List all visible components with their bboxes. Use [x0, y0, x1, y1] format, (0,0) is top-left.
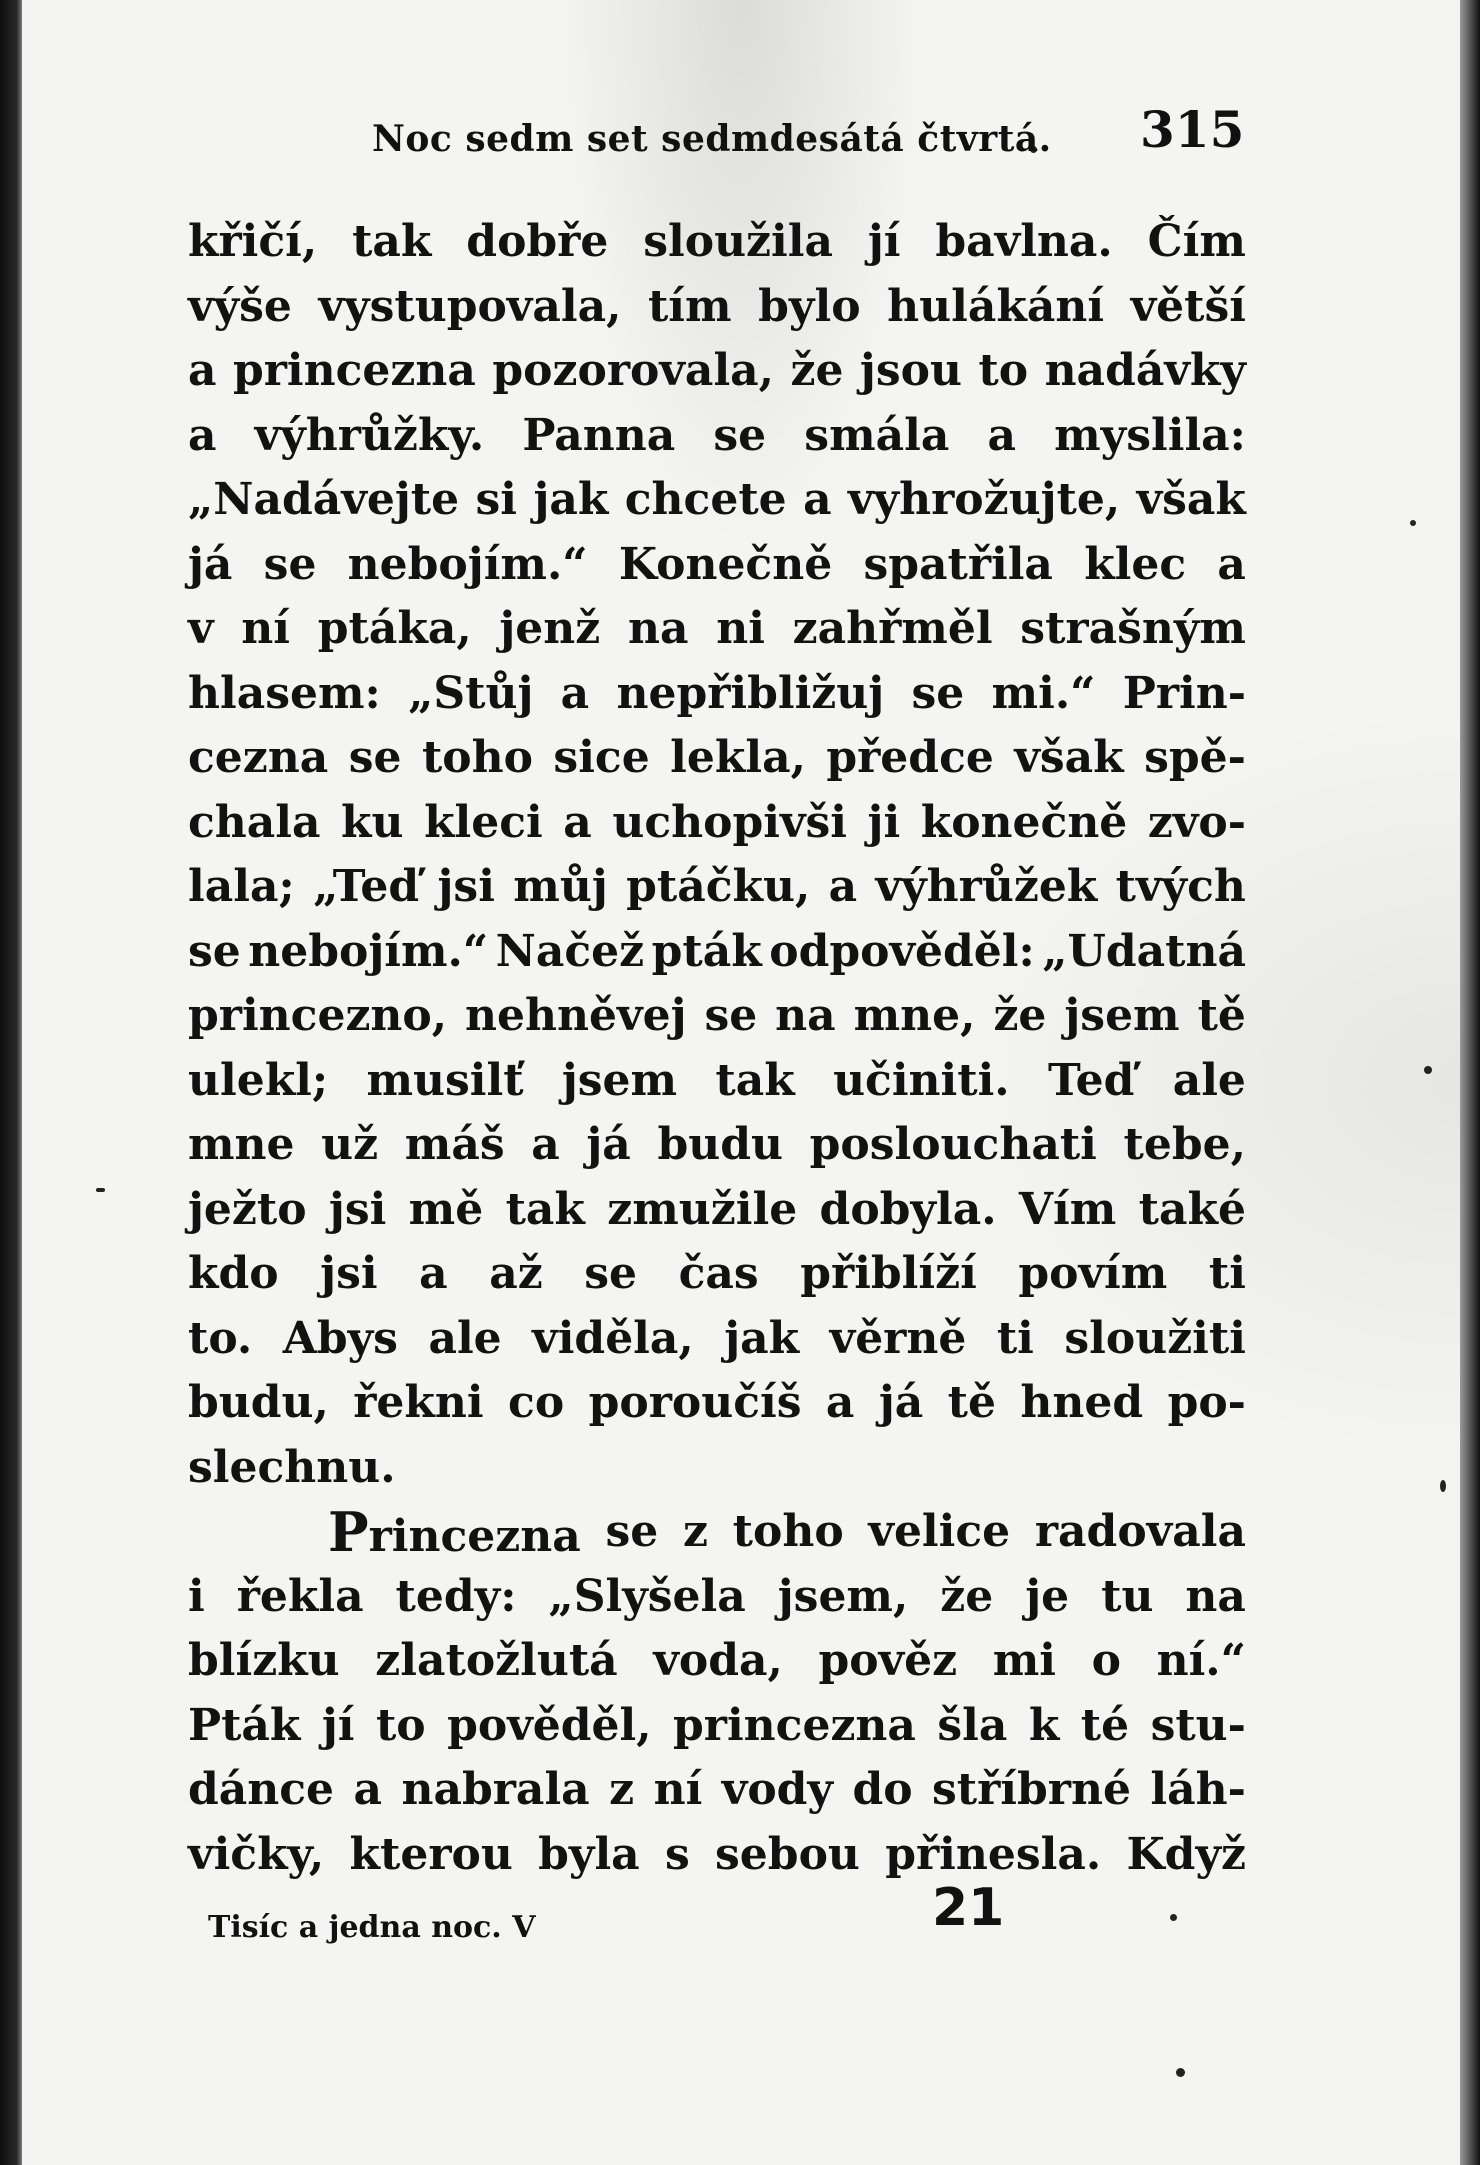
- text-line: princezno, nehněvej se na mne, že jsem tě: [188, 990, 1246, 1041]
- text-line: blízku zlatožlutá voda, pověz mi o ní.“: [188, 1635, 1246, 1686]
- text-line: ježto jsi mě tak zmužile dobyla. Vím také: [188, 1183, 1246, 1235]
- text-line: Pták jí to pověděl, princezna šla k té stu-: [188, 1699, 1246, 1751]
- text-line: křičí, tak dobře sloužila jí bavlna. Čím: [188, 216, 1246, 267]
- text-line: ulekl; musilť jsem tak učiniti. Teď ale: [188, 1054, 1246, 1106]
- body-text: [188, 210, 1246, 1887]
- dropcap: P: [328, 1500, 369, 1564]
- text-line: se nebojím.“ Načež pták odpověděl: „Udatná: [188, 925, 1246, 977]
- text-line: kdo jsi a až se čas přiblíží povím ti: [188, 1248, 1246, 1299]
- paragraph: [188, 210, 1246, 1500]
- speck: [96, 1188, 105, 1192]
- text-line: to. Abys ale viděla, jak věrně ti sloužiti: [188, 1312, 1246, 1364]
- page-number: 315: [1140, 100, 1245, 159]
- speck: [1424, 1066, 1432, 1074]
- book-page: [22, 0, 1462, 2165]
- text-line: „Nadávejte si jak chcete a vyhrožujte, však: [188, 474, 1246, 525]
- text-line: i řekla tedy: „Slyšela jsem, že je tu na: [188, 1570, 1246, 1622]
- text-line: mne už máš a já budu poslouchati tebe,: [188, 1119, 1246, 1170]
- text-line: já se nebojím.“ Konečně spatřila klec a: [188, 538, 1246, 590]
- text-line: Princezna se z toho velice radovala: [328, 1500, 1246, 1564]
- text-line: slechnu.: [188, 1441, 396, 1493]
- text-line: budu, řekni co poroučíš a já tě hned po-: [188, 1377, 1246, 1428]
- text-line: v ní ptáka, jenž na ni zahřměl strašným: [188, 603, 1246, 654]
- text-line: hlasem: „Stůj a nepřibližuj se mi.“ Prin-: [188, 667, 1246, 719]
- speck: [1410, 520, 1416, 526]
- text-line: cezna se toho sice lekla, předce však spě-: [188, 732, 1246, 783]
- scan-right-edge: [1460, 0, 1480, 2165]
- speck: [1440, 1480, 1446, 1492]
- text-line: lala; „Teď jsi můj ptáčku, a výhrůžek tvých: [188, 861, 1246, 912]
- text-line: vičky, kterou byla s sebou přinesla. Když: [188, 1828, 1246, 1880]
- text-line: a výhrůžky. Panna se smála a myslila:: [188, 409, 1246, 461]
- paragraph: [188, 1500, 1246, 1887]
- speck: [1176, 2068, 1185, 2077]
- running-head: Noc sedm set sedmdesátá čtvrtá.: [372, 118, 1052, 160]
- signature-number: 21: [932, 1878, 1005, 1938]
- printer-signature: Tisíc a jedna noc. V: [208, 1910, 536, 1945]
- speck: [1170, 1914, 1177, 1921]
- text-line: výše vystupovala, tím bylo hulákání větší: [188, 280, 1246, 332]
- text-line: a princezna pozorovala, že jsou to nadávky: [188, 345, 1246, 396]
- text-line: chala ku kleci a uchopivši ji konečně zvo-: [188, 796, 1246, 848]
- text-line: dánce a nabrala z ní vody do stříbrné láh-: [188, 1764, 1246, 1815]
